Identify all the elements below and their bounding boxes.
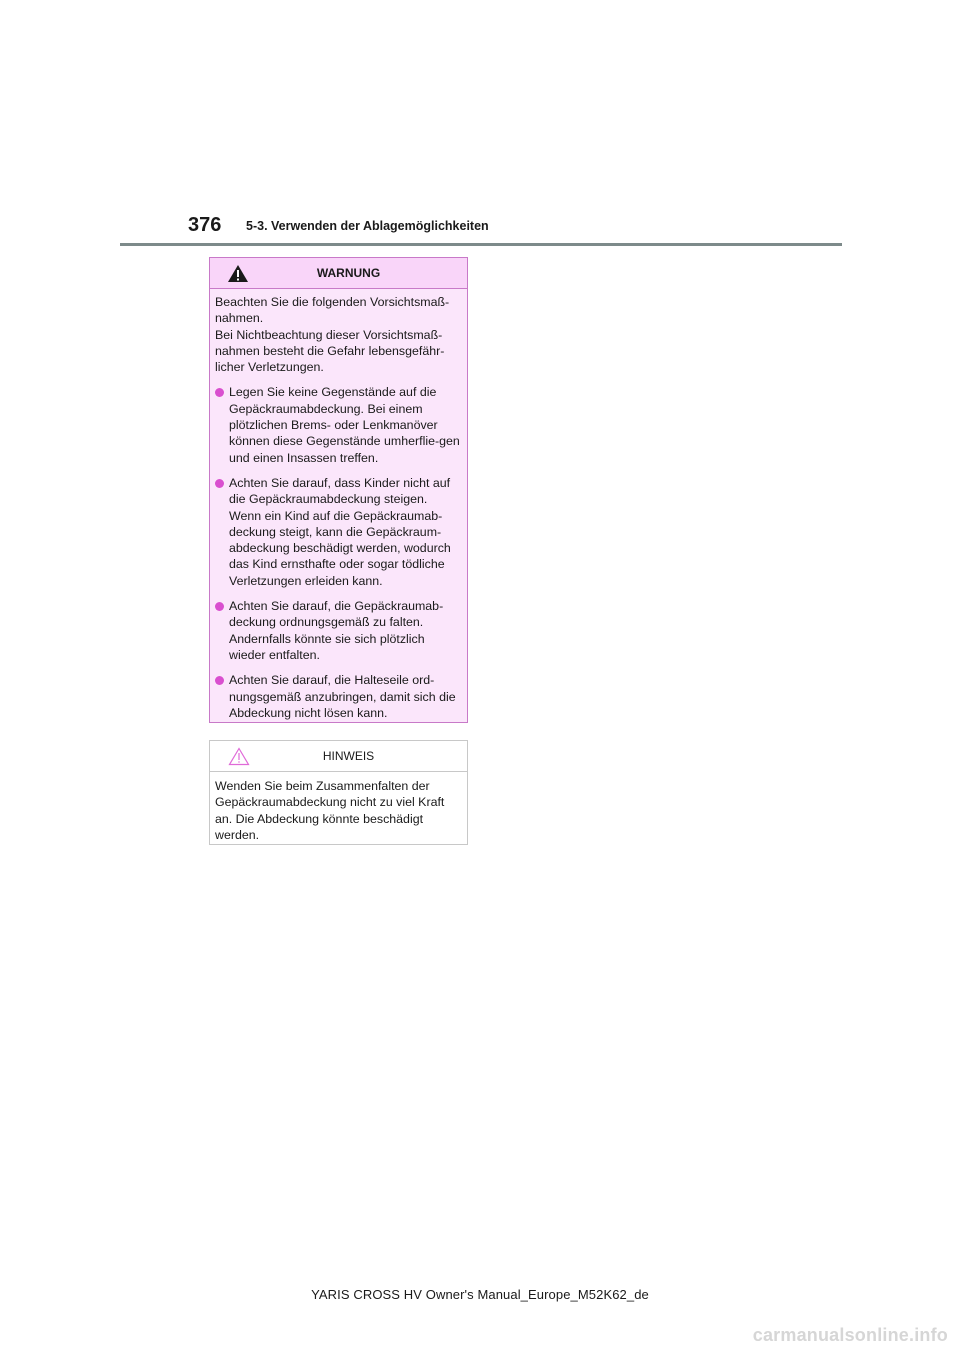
warning-body (210, 289, 467, 721)
bullet-icon (215, 602, 224, 611)
warning-triangle-outline-icon (228, 747, 250, 766)
footer-manual-id: YARIS CROSS HV Owner's Manual_Europe_M52K62_de (311, 1287, 649, 1302)
list-item (215, 384, 461, 465)
bullet-icon (215, 388, 224, 397)
page-number: 376 (188, 214, 222, 236)
list-item (215, 672, 461, 721)
warning-list (215, 384, 461, 721)
bullet-icon (215, 676, 224, 685)
bullet-icon (215, 479, 224, 488)
warning-header (210, 258, 467, 289)
list-item-text: Achten Sie darauf, dass Kinder nicht auf die Gepäckraumabdeckung steigen. Wenn ein Kind auf die Gepäckraumab-deckung steigt, kann die Gepäckraum-abdeckung beschädigt werden, wodurch das Kind ernsthafte oder sogar tödliche Verletzungen erleiden kann. (229, 475, 451, 588)
list-item-text: Achten Sie darauf, die Gepäckraumab-deckung ordnungsgemäß zu falten. Andernfalls könnte sie sich plötzlich wieder entfalten. (229, 599, 444, 662)
notice-text: Wenden Sie beim Zusammenfalten der Gepäckraumabdeckung nicht zu viel Kraft an. Die Abdeckung könnte beschädigt werden. (215, 779, 445, 842)
list-item-text: Achten Sie darauf, die Halteseile ord-nungsgemäß anzubringen, damit sich die Abdeckung nicht lösen kann. (229, 673, 456, 720)
warning-triangle-filled-icon (227, 264, 249, 283)
list-item (215, 475, 461, 589)
watermark: carmanualsonline.info (752, 1325, 948, 1345)
notice-header (210, 741, 467, 772)
notice-body (210, 772, 467, 843)
warning-box (209, 257, 468, 723)
list-item (215, 598, 461, 663)
notice-box (209, 740, 468, 845)
header-divider (120, 243, 842, 246)
notice-label: HINWEIS (322, 749, 375, 763)
list-item-text: Legen Sie keine Gegenstände auf die Gepäckraumabdeckung. Bei einem plötzlichen Brems- oder Lenkmanöver können diese Gegenstände umherflie-gen und einen Insassen treffen. (229, 385, 460, 465)
warning-intro: Beachten Sie die folgenden Vorsichtsmaß-nahmen. Bei Nichtbeachtung dieser Vorsichtsmaß-nahmen besteht die Gefahr lebensgefähr-licher Verletzungen. (215, 295, 450, 375)
warning-label: WARNUNG (316, 266, 381, 280)
section-title: 5-3. Verwenden der Ablagemöglichkeiten (246, 219, 489, 233)
